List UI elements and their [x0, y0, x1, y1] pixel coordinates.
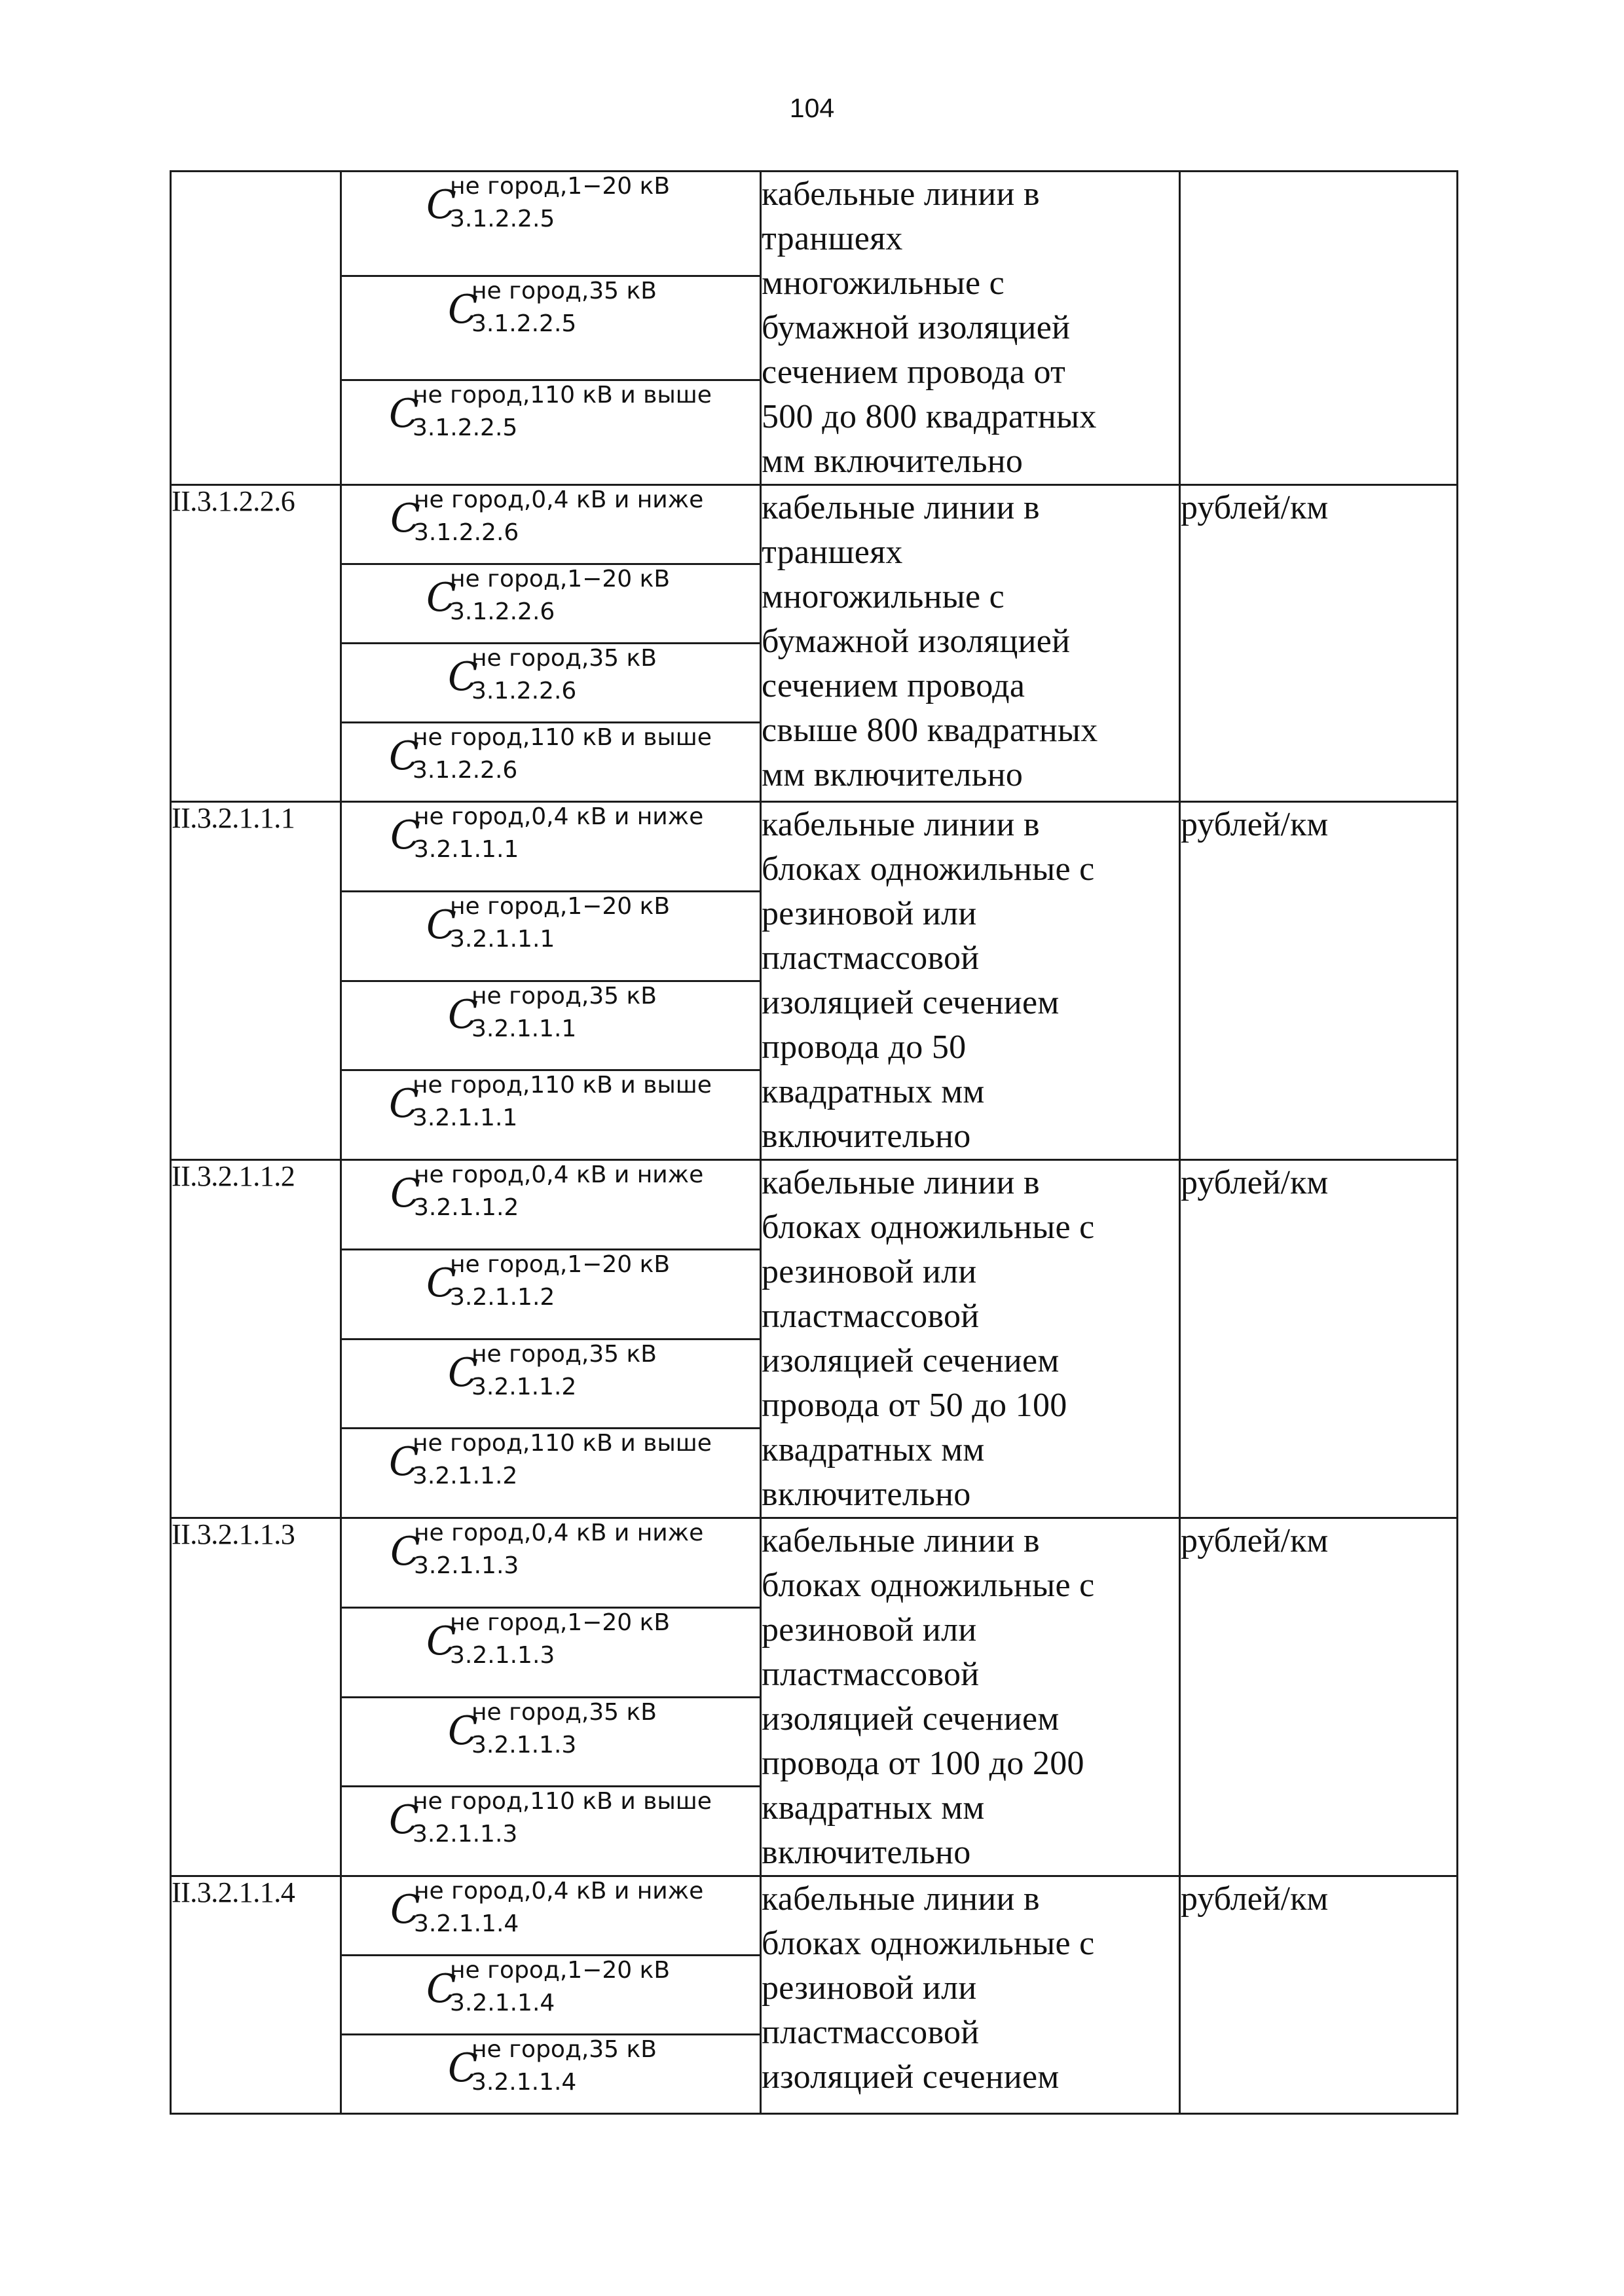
cost-symbol-c: C — [390, 1171, 420, 1216]
table-row — [171, 485, 1458, 564]
symbol-subscript: 3.2.1.1.2 — [414, 1194, 519, 1221]
symbol-superscript: не город,110 кВ и выше — [413, 1430, 712, 1457]
symbol-subscript: 3.2.1.1.4 — [471, 2069, 577, 2096]
symbol-subscript: 3.2.1.1.2 — [471, 1373, 577, 1400]
tariff-symbol — [448, 2035, 760, 2113]
symbol-subscript: 3.2.1.1.2 — [450, 1283, 555, 1311]
description-line: включительно — [762, 1476, 971, 1513]
description-line: 500 до 800 квадратных — [762, 398, 1097, 435]
cost-symbol-c: C — [389, 1797, 419, 1844]
row-unit: рублей/км — [1180, 802, 1458, 1160]
symbol-superscript: не город,0,4 кВ и ниже — [414, 803, 704, 830]
description-line: включительно — [762, 1834, 971, 1871]
tariff-symbol-cell — [341, 644, 761, 723]
description-line: кабельные линии в — [762, 1522, 1040, 1559]
description-line: пластмассовой — [762, 1298, 980, 1335]
cost-symbol-c: C — [390, 1529, 420, 1575]
row-unit: рублей/км — [1180, 1160, 1458, 1518]
row-code: II.3.2.1.1.1 — [171, 802, 341, 1160]
tariff-symbol-cell — [341, 1956, 761, 2035]
table-row — [171, 1876, 1458, 1956]
symbol-superscript: не город,35 кВ — [471, 1340, 657, 1368]
tariff-symbol-cell — [341, 485, 761, 564]
tariff-symbol — [389, 1429, 760, 1506]
description-line: резиновой или — [762, 895, 977, 932]
description-line: многожильные с — [762, 264, 1005, 302]
tariff-symbol — [448, 1698, 760, 1776]
description-line: пластмассовой — [762, 2014, 980, 2051]
cost-symbol-c: C — [426, 902, 456, 948]
tariff-symbol — [390, 1877, 760, 1954]
tariff-symbol-cell — [341, 564, 761, 644]
description-line: многожильные с — [762, 578, 1005, 615]
tariff-symbol — [389, 1071, 760, 1148]
description-line: кабельные линии в — [762, 489, 1040, 526]
tariff-symbol-cell — [341, 380, 761, 485]
description-line: квадратных мм — [762, 1789, 985, 1827]
tariff-symbol — [426, 1250, 760, 1328]
description-line: изоляцией сечением — [762, 984, 1060, 1021]
description-line: сечением провода — [762, 667, 1025, 704]
tariff-symbol — [448, 982, 760, 1059]
description-line: кабельные линии в — [762, 1164, 1040, 1201]
description-line: бумажной изоляцией — [762, 309, 1071, 346]
tariff-symbol — [426, 1956, 760, 2033]
cost-symbol-c: C — [448, 2045, 478, 2091]
row-description — [761, 1876, 1180, 2114]
symbol-superscript: не город,0,4 кВ и ниже — [414, 1878, 704, 1904]
tariff-symbol — [390, 486, 760, 563]
tariff-symbol-cell — [341, 2035, 761, 2114]
symbol-subscript: 3.2.1.1.3 — [471, 1731, 577, 1758]
symbol-subscript: 3.1.2.2.5 — [450, 206, 555, 232]
description-line: пластмассовой — [762, 1656, 980, 1693]
tariff-symbol-cell — [341, 891, 761, 981]
row-description — [761, 1160, 1180, 1518]
description-line: мм включительно — [762, 756, 1024, 793]
row-description — [761, 172, 1180, 485]
tariff-symbol — [426, 565, 760, 642]
tariff-symbol-cell — [341, 802, 761, 892]
row-unit: рублей/км — [1180, 485, 1458, 802]
cost-symbol-c: C — [448, 286, 478, 333]
row-description — [761, 1518, 1180, 1876]
table-row — [171, 172, 1458, 276]
row-description — [761, 485, 1180, 802]
symbol-superscript: не город,1−20 кВ — [450, 1957, 671, 1984]
tariff-symbol — [448, 277, 760, 354]
row-description — [761, 802, 1180, 1160]
symbol-subscript: 3.1.2.2.6 — [413, 757, 518, 784]
symbol-superscript: не город,1−20 кВ — [450, 1609, 671, 1636]
symbol-superscript: не город,35 кВ — [471, 277, 657, 304]
description-line: кабельные линии в — [762, 175, 1040, 213]
symbol-superscript: не город,110 кВ и выше — [413, 1072, 712, 1099]
tariff-symbol — [389, 723, 760, 801]
tariff-symbol-cell — [341, 1160, 761, 1250]
description-line: резиновой или — [762, 1611, 977, 1649]
cost-symbol-c: C — [448, 654, 478, 700]
symbol-subscript: 3.2.1.1.4 — [414, 1910, 519, 1937]
tariff-symbol-cell — [341, 1787, 761, 1876]
description-line: блоках одножильные с — [762, 1925, 1095, 1962]
symbol-superscript: не город,110 кВ и выше — [413, 382, 712, 409]
tariff-symbol-cell — [341, 1876, 761, 1956]
symbol-subscript: 3.1.2.2.6 — [450, 598, 555, 625]
table-row — [171, 802, 1458, 892]
description-line: кабельные линии в — [762, 1880, 1040, 1918]
symbol-subscript: 3.2.1.1.3 — [413, 1821, 518, 1848]
row-unit: рублей/км — [1180, 1876, 1458, 2114]
symbol-subscript: 3.2.1.1.3 — [450, 1641, 555, 1669]
description-line: пластмассовой — [762, 939, 980, 977]
tariff-symbol-cell — [341, 723, 761, 802]
description-line: сечением провода от — [762, 354, 1066, 391]
description-line: блоках одножильные с — [762, 850, 1095, 888]
table-row — [171, 1160, 1458, 1250]
symbol-subscript: 3.2.1.1.1 — [450, 925, 555, 953]
symbol-subscript: 3.2.1.1.1 — [471, 1015, 577, 1042]
tariff-symbol-cell — [341, 1607, 761, 1697]
tariff-symbol — [426, 892, 760, 970]
cost-symbol-c: C — [448, 1349, 478, 1396]
cost-symbol-c: C — [390, 1887, 420, 1933]
cost-symbol-c: C — [389, 391, 419, 437]
description-line: провода до 50 — [762, 1029, 967, 1066]
symbol-subscript: 3.1.2.2.6 — [471, 678, 577, 704]
description-line: изоляцией сечением — [762, 1700, 1060, 1738]
cost-symbol-c: C — [390, 496, 420, 541]
cost-symbol-c: C — [448, 1707, 478, 1754]
symbol-superscript: не город,0,4 кВ и ниже — [414, 486, 704, 513]
symbol-superscript: не город,35 кВ — [471, 2036, 657, 2063]
row-unit: рублей/км — [1180, 1518, 1458, 1876]
description-line: бумажной изоляцией — [762, 623, 1071, 660]
description-line: траншеях — [762, 534, 903, 571]
cost-symbol-c: C — [426, 1966, 456, 2012]
tariff-symbol-cell — [341, 172, 761, 276]
description-line: свыше 800 квадратных — [762, 712, 1098, 749]
symbol-superscript: не город,0,4 кВ и ниже — [414, 1520, 704, 1546]
row-code: II.3.2.1.1.4 — [171, 1876, 341, 2114]
description-line: изоляцией сечением — [762, 2058, 1060, 2096]
page-number: 104 — [789, 93, 835, 123]
tariff-table — [170, 170, 1458, 2115]
tariff-symbol — [448, 644, 760, 721]
symbol-superscript: не город,1−20 кВ — [450, 566, 671, 592]
cost-symbol-c: C — [426, 182, 456, 228]
description-line: кабельные линии в — [762, 806, 1040, 843]
cost-symbol-c: C — [426, 575, 456, 621]
tariff-symbol — [390, 1161, 760, 1238]
row-code: II.3.2.1.1.3 — [171, 1518, 341, 1876]
tariff-symbol — [448, 1340, 760, 1417]
description-line: квадратных мм — [762, 1073, 985, 1110]
cost-symbol-c: C — [426, 1260, 456, 1306]
tariff-symbol-cell — [341, 981, 761, 1070]
row-code: II.3.2.1.1.2 — [171, 1160, 341, 1518]
description-line: резиновой или — [762, 1253, 977, 1290]
description-line: блоках одножильные с — [762, 1209, 1095, 1246]
tariff-symbol — [389, 1787, 760, 1865]
symbol-superscript: не город,1−20 кВ — [450, 173, 671, 200]
cost-symbol-c: C — [390, 812, 420, 858]
row-unit — [1180, 172, 1458, 485]
tariff-symbol — [390, 1519, 760, 1596]
symbol-subscript: 3.2.1.1.3 — [414, 1552, 519, 1579]
symbol-superscript: не город,35 кВ — [471, 1698, 657, 1726]
tariff-symbol-cell — [341, 1518, 761, 1608]
cost-symbol-c: C — [389, 733, 419, 779]
description-line: квадратных мм — [762, 1431, 985, 1468]
tariff-symbol — [389, 381, 760, 458]
tariff-symbol-cell — [341, 1070, 761, 1160]
cost-symbol-c: C — [426, 1618, 456, 1664]
description-line: провода от 100 до 200 — [762, 1745, 1084, 1782]
tariff-symbol — [426, 172, 760, 249]
description-line: мм включительно — [762, 443, 1024, 480]
symbol-superscript: не город,1−20 кВ — [450, 1250, 671, 1278]
tariff-symbol-cell — [341, 1697, 761, 1787]
cost-symbol-c: C — [389, 1081, 419, 1127]
row-code: II.3.1.2.2.6 — [171, 485, 341, 802]
cost-symbol-c: C — [389, 1439, 419, 1485]
tariff-symbol — [390, 803, 760, 880]
tariff-symbol — [426, 1609, 760, 1686]
symbol-subscript: 3.1.2.2.5 — [471, 310, 577, 337]
symbol-subscript: 3.2.1.1.1 — [413, 1104, 518, 1132]
table-body — [171, 172, 1458, 2114]
symbol-superscript: не город,1−20 кВ — [450, 892, 671, 920]
symbol-superscript: не город,35 кВ — [471, 982, 657, 1010]
symbol-superscript: не город,110 кВ и выше — [413, 724, 712, 751]
tariff-symbol-cell — [341, 1429, 761, 1518]
row-code — [171, 172, 341, 485]
description-line: блоках одножильные с — [762, 1567, 1095, 1604]
description-line: траншеях — [762, 220, 903, 257]
symbol-superscript: не город,35 кВ — [471, 645, 657, 672]
description-line: резиновой или — [762, 1969, 977, 2007]
description-line: изоляцией сечением — [762, 1342, 1060, 1379]
tariff-symbol-cell — [341, 276, 761, 380]
symbol-subscript: 3.1.2.2.5 — [413, 414, 518, 442]
symbol-subscript: 3.2.1.1.4 — [450, 1990, 555, 2016]
table-row — [171, 1518, 1458, 1608]
symbol-superscript: не город,0,4 кВ и ниже — [414, 1161, 704, 1188]
cost-symbol-c: C — [448, 991, 478, 1038]
tariff-symbol-cell — [341, 1249, 761, 1339]
description-line: включительно — [762, 1118, 971, 1155]
tariff-symbol-cell — [341, 1339, 761, 1429]
symbol-subscript: 3.2.1.1.2 — [413, 1463, 518, 1490]
symbol-subscript: 3.1.2.2.6 — [414, 519, 519, 546]
description-line: провода от 50 до 100 — [762, 1387, 1067, 1424]
symbol-superscript: не город,110 кВ и выше — [413, 1788, 712, 1815]
symbol-subscript: 3.2.1.1.1 — [414, 836, 519, 863]
